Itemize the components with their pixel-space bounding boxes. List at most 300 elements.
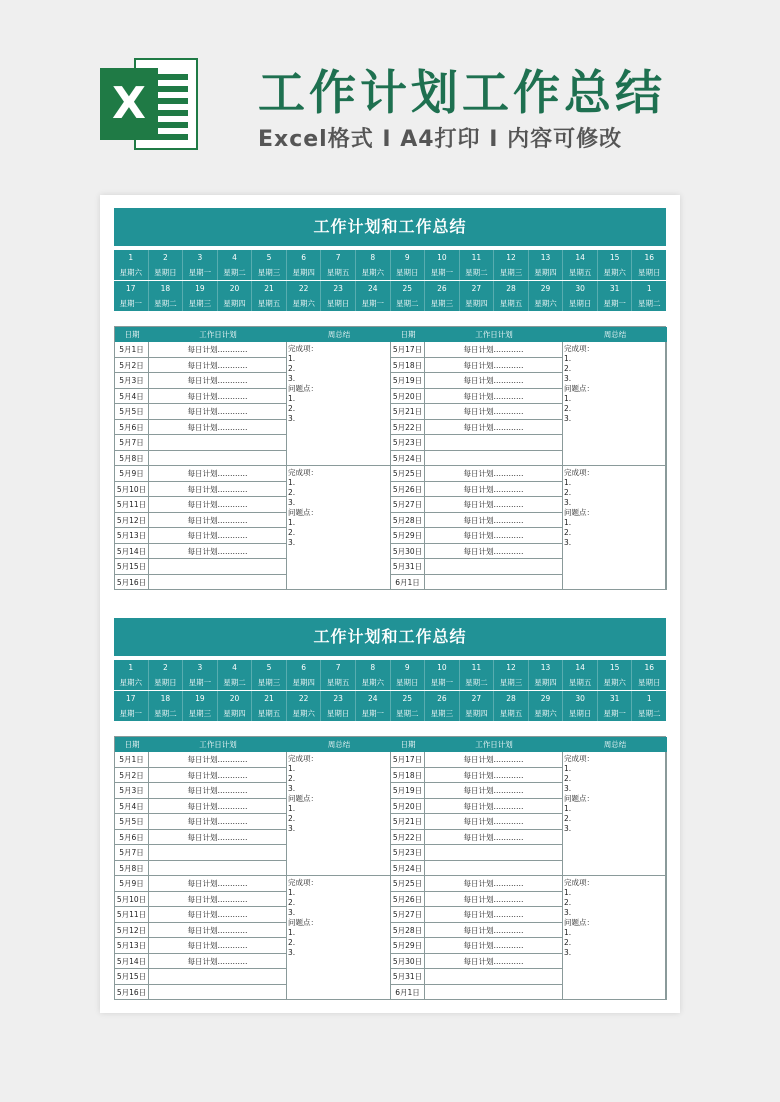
weekly-summary-cell[interactable] (563, 466, 667, 590)
calendar-date: 4 (218, 250, 253, 265)
page-subtitle: Excel格式 Ⅰ A4打印 Ⅰ 内容可修改 (258, 127, 623, 152)
summary-line: 2. (564, 404, 572, 413)
date-cell: 5月3日 (115, 783, 149, 799)
date-cell: 5月2日 (115, 768, 149, 784)
calendar-date: 17 (114, 691, 149, 706)
calendar-weekday: 星期五 (321, 675, 356, 690)
summary-line: 问题点： (288, 508, 318, 517)
calendar-weekday: 星期五 (563, 675, 598, 690)
plan-table (114, 326, 666, 590)
calendar-weekday: 星期一 (356, 296, 391, 311)
daily-plan-cell[interactable] (425, 559, 563, 575)
daily-plan-cell[interactable]: 每日计划………… (425, 420, 563, 436)
calendar-date: 1 (114, 660, 149, 675)
summary-line: 1. (564, 518, 572, 527)
date-cell: 5月12日 (115, 923, 149, 939)
summary-line: 问题点： (564, 384, 594, 393)
column-header-plan: 工作日计划 (425, 737, 563, 752)
date-cell: 5月23日 (391, 435, 425, 451)
date-cell: 5月31日 (391, 559, 425, 575)
daily-plan-cell[interactable]: 每日计划………… (425, 830, 563, 846)
calendar-weekday: 星期二 (149, 296, 184, 311)
calendar-date: 15 (598, 250, 633, 265)
calendar-date: 5 (252, 250, 287, 265)
calendar-date: 14 (563, 660, 598, 675)
calendar-date: 21 (252, 691, 287, 706)
weekly-summary-cell[interactable] (563, 876, 667, 1000)
daily-plan-cell[interactable] (149, 451, 287, 467)
date-cell: 5月15日 (115, 559, 149, 575)
daily-plan-cell[interactable]: 每日计划………… (425, 497, 563, 513)
daily-plan-cell[interactable]: 每日计划………… (149, 876, 287, 892)
calendar-date: 26 (425, 691, 460, 706)
daily-plan-cell[interactable] (425, 985, 563, 1001)
date-cell: 5月1日 (115, 342, 149, 358)
date-cell: 5月9日 (115, 466, 149, 482)
calendar-date: 29 (529, 691, 564, 706)
daily-plan-cell[interactable] (149, 969, 287, 985)
weekly-summary-cell[interactable] (287, 342, 391, 466)
date-cell: 5月18日 (391, 358, 425, 374)
summary-line: 1. (564, 478, 572, 487)
column-header-summary: 周总结 (563, 327, 667, 342)
summary-line: 3. (564, 374, 572, 383)
calendar-date: 23 (321, 691, 356, 706)
document-paper (100, 195, 680, 1013)
summary-line: 1. (288, 764, 296, 773)
date-cell: 5月6日 (115, 830, 149, 846)
daily-plan-cell[interactable]: 每日计划………… (425, 482, 563, 498)
calendar-row (114, 281, 666, 296)
summary-line: 1. (564, 394, 572, 403)
calendar-weekday: 星期六 (114, 675, 149, 690)
summary-line: 1. (564, 804, 572, 813)
daily-plan-cell[interactable]: 每日计划………… (425, 544, 563, 560)
column-header-plan: 工作日计划 (149, 737, 287, 752)
calendar-date: 22 (287, 281, 322, 296)
calendar-weekday: 星期三 (494, 265, 529, 280)
daily-plan-cell[interactable]: 每日计划………… (149, 404, 287, 420)
calendar-date: 18 (149, 281, 184, 296)
calendar-weekday: 星期日 (563, 296, 598, 311)
date-cell: 5月29日 (391, 528, 425, 544)
calendar-date: 2 (149, 660, 184, 675)
column-header-summary: 周总结 (563, 737, 667, 752)
calendar-weekday: 星期六 (287, 296, 322, 311)
date-cell: 5月28日 (391, 513, 425, 529)
summary-line: 问题点： (564, 794, 594, 803)
calendar-date: 3 (183, 250, 218, 265)
daily-plan-cell[interactable]: 每日计划………… (425, 466, 563, 482)
summary-line: 2. (288, 774, 296, 783)
summary-line: 3. (288, 498, 296, 507)
calendar-weekday: 星期六 (598, 675, 633, 690)
date-cell: 5月19日 (391, 783, 425, 799)
date-cell: 5月24日 (391, 451, 425, 467)
calendar-weekday: 星期六 (287, 706, 322, 721)
summary-line: 问题点： (288, 384, 318, 393)
date-cell: 5月11日 (115, 907, 149, 923)
daily-plan-cell[interactable]: 每日计划………… (149, 830, 287, 846)
summary-line: 3. (564, 824, 572, 833)
daily-plan-cell[interactable] (425, 969, 563, 985)
calendar-weekday: 星期一 (425, 265, 460, 280)
daily-plan-cell[interactable] (149, 985, 287, 1001)
summary-line: 3. (564, 414, 572, 423)
calendar-weekday: 星期四 (460, 706, 495, 721)
calendar-date: 25 (391, 281, 426, 296)
summary-line: 1. (288, 518, 296, 527)
column-header-date: 日期 (391, 327, 425, 342)
daily-plan-cell[interactable] (149, 559, 287, 575)
weekly-summary-cell[interactable] (287, 876, 391, 1000)
daily-plan-cell[interactable]: 每日计划………… (425, 938, 563, 954)
daily-plan-cell[interactable]: 每日计划………… (149, 497, 287, 513)
calendar-date: 9 (391, 660, 426, 675)
calendar-weekday: 星期五 (494, 296, 529, 311)
calendar-row (114, 660, 666, 675)
daily-plan-cell[interactable]: 每日计划………… (425, 783, 563, 799)
summary-line: 1. (564, 354, 572, 363)
summary-line: 2. (288, 364, 296, 373)
summary-line: 2. (288, 488, 296, 497)
date-cell: 5月11日 (115, 497, 149, 513)
date-cell: 5月8日 (115, 861, 149, 877)
daily-plan-cell[interactable]: 每日计划………… (425, 814, 563, 830)
sheet-title: 工作计划和工作总结 (114, 618, 666, 656)
daily-plan-cell[interactable]: 每日计划………… (425, 768, 563, 784)
daily-plan-cell[interactable]: 每日计划………… (149, 358, 287, 374)
daily-plan-cell[interactable]: 每日计划………… (149, 954, 287, 970)
calendar-weekday: 星期三 (183, 706, 218, 721)
calendar-weekday: 星期五 (252, 706, 287, 721)
weekly-summary-cell[interactable] (287, 466, 391, 590)
calendar-weekday: 星期六 (529, 296, 564, 311)
calendar-weekday: 星期六 (356, 265, 391, 280)
calendar-date: 6 (287, 660, 322, 675)
summary-line: 2. (288, 814, 296, 823)
calendar-date: 12 (494, 250, 529, 265)
summary-line: 完成项： (288, 468, 318, 477)
daily-plan-cell[interactable]: 每日计划………… (149, 389, 287, 405)
daily-plan-cell[interactable]: 每日计划………… (149, 528, 287, 544)
calendar-date: 10 (425, 660, 460, 675)
daily-plan-cell[interactable]: 每日计划………… (149, 907, 287, 923)
summary-line: 问题点： (564, 918, 594, 927)
calendar-date: 13 (529, 250, 564, 265)
calendar-date: 1 (646, 284, 652, 293)
weekly-summary-cell[interactable] (563, 342, 667, 466)
daily-plan-cell[interactable]: 每日计划………… (425, 358, 563, 374)
daily-plan-cell[interactable]: 每日计划………… (149, 799, 287, 815)
calendar-weekday: 星期四 (460, 296, 495, 311)
calendar-weekday: 星期日 (637, 268, 661, 277)
calendar-date: 31 (598, 281, 633, 296)
calendar-weekday: 星期三 (252, 675, 287, 690)
daily-plan-cell[interactable]: 每日计划………… (149, 544, 287, 560)
calendar-weekday: 星期日 (637, 678, 661, 687)
daily-plan-cell[interactable] (425, 451, 563, 467)
calendar-weekday: 星期二 (637, 709, 661, 718)
calendar-date: 12 (494, 660, 529, 675)
column-header-date: 日期 (115, 737, 149, 752)
calendar-weekday: 星期三 (494, 675, 529, 690)
date-cell: 5月6日 (115, 420, 149, 436)
calendar-weekday: 星期二 (218, 675, 253, 690)
calendar-date: 14 (563, 250, 598, 265)
date-cell: 5月18日 (391, 768, 425, 784)
calendar-date: 22 (287, 691, 322, 706)
plan-table (114, 736, 666, 1000)
date-cell: 5月21日 (391, 814, 425, 830)
summary-line: 2. (288, 898, 296, 907)
calendar-date: 4 (218, 660, 253, 675)
daily-plan-cell[interactable] (425, 435, 563, 451)
page-title: 工作计划工作总结 (258, 66, 666, 121)
calendar-date: 2 (149, 250, 184, 265)
summary-line: 2. (564, 814, 572, 823)
daily-plan-cell[interactable]: 每日计划………… (149, 814, 287, 830)
summary-line: 问题点： (564, 508, 594, 517)
calendar-weekday: 星期四 (218, 706, 253, 721)
date-cell: 5月14日 (115, 544, 149, 560)
calendar-date: 9 (391, 250, 426, 265)
date-cell: 5月21日 (391, 404, 425, 420)
daily-plan-cell[interactable]: 每日计划………… (425, 799, 563, 815)
daily-plan-cell[interactable]: 每日计划………… (425, 373, 563, 389)
summary-line: 问题点： (288, 918, 318, 927)
summary-line: 2. (564, 938, 572, 947)
calendar-date: 10 (425, 250, 460, 265)
calendar-date: 1 (646, 694, 652, 703)
calendar-weekday: 星期五 (252, 296, 287, 311)
date-cell: 5月24日 (391, 861, 425, 877)
daily-plan-cell[interactable]: 每日计划………… (425, 342, 563, 358)
daily-plan-cell[interactable] (425, 845, 563, 861)
summary-line: 完成项： (564, 468, 594, 477)
column-header-plan: 工作日计划 (425, 327, 563, 342)
calendar-row (114, 675, 666, 690)
weekly-summary-cell[interactable] (563, 752, 667, 876)
date-cell: 5月22日 (391, 420, 425, 436)
page-header (0, 0, 780, 190)
excel-icon (100, 58, 198, 150)
calendar-date: 7 (321, 250, 356, 265)
summary-line: 1. (288, 928, 296, 937)
daily-plan-cell[interactable]: 每日计划………… (149, 783, 287, 799)
summary-line: 1. (288, 888, 296, 897)
date-cell: 5月30日 (391, 954, 425, 970)
daily-plan-cell[interactable]: 每日计划………… (149, 420, 287, 436)
daily-plan-cell[interactable]: 每日计划………… (149, 938, 287, 954)
calendar-date: 13 (529, 660, 564, 675)
calendar-date: 18 (149, 691, 184, 706)
date-cell: 5月5日 (115, 814, 149, 830)
summary-line: 3. (564, 498, 572, 507)
calendar-weekday: 星期二 (391, 706, 426, 721)
summary-line: 完成项： (564, 754, 594, 763)
calendar-weekday: 星期二 (637, 299, 661, 308)
calendar-weekday: 星期二 (218, 265, 253, 280)
summary-line: 1. (564, 764, 572, 773)
date-cell: 5月25日 (391, 466, 425, 482)
calendar-weekday: 星期五 (321, 265, 356, 280)
summary-line: 3. (288, 374, 296, 383)
date-cell: 5月15日 (115, 969, 149, 985)
date-cell: 5月10日 (115, 892, 149, 908)
calendar-weekday: 星期二 (149, 706, 184, 721)
calendar-weekday: 星期一 (598, 706, 633, 721)
calendar-date: 21 (252, 281, 287, 296)
calendar-date: 15 (598, 660, 633, 675)
summary-line: 2. (564, 488, 572, 497)
summary-line: 1. (564, 888, 572, 897)
summary-line: 2. (288, 404, 296, 413)
calendar-date: 7 (321, 660, 356, 675)
summary-line: 3. (564, 784, 572, 793)
daily-plan-cell[interactable] (149, 845, 287, 861)
date-cell: 5月13日 (115, 528, 149, 544)
date-cell: 5月16日 (115, 575, 149, 591)
column-header-date: 日期 (391, 737, 425, 752)
calendar-weekday: 星期一 (114, 296, 149, 311)
calendar-weekday: 星期一 (183, 265, 218, 280)
daily-plan-cell[interactable]: 每日计划………… (425, 389, 563, 405)
calendar-date: 30 (563, 281, 598, 296)
summary-line: 1. (288, 394, 296, 403)
weekly-summary-cell[interactable] (287, 752, 391, 876)
calendar-weekday: 星期四 (287, 265, 322, 280)
date-cell: 5月26日 (391, 482, 425, 498)
daily-plan-cell[interactable]: 每日计划………… (425, 752, 563, 768)
calendar-date: 28 (494, 691, 529, 706)
daily-plan-cell[interactable]: 每日计划………… (425, 876, 563, 892)
calendar-weekday: 星期三 (252, 265, 287, 280)
summary-line: 2. (288, 528, 296, 537)
calendar-date: 27 (460, 691, 495, 706)
calendar-date: 11 (460, 250, 495, 265)
date-cell: 5月22日 (391, 830, 425, 846)
daily-plan-cell[interactable]: 每日计划………… (149, 342, 287, 358)
date-cell: 5月26日 (391, 892, 425, 908)
summary-line: 问题点： (288, 794, 318, 803)
calendar-date: 20 (218, 281, 253, 296)
summary-line: 完成项： (288, 344, 318, 353)
summary-line: 3. (288, 908, 296, 917)
date-cell: 5月7日 (115, 435, 149, 451)
summary-line: 2. (564, 898, 572, 907)
date-cell: 6月1日 (391, 985, 425, 1001)
summary-line: 1. (288, 478, 296, 487)
calendar-weekday: 星期四 (287, 675, 322, 690)
summary-line: 完成项： (564, 878, 594, 887)
calendar-date: 16 (644, 253, 654, 262)
calendar-weekday: 星期日 (391, 265, 426, 280)
daily-plan-cell[interactable]: 每日计划………… (149, 768, 287, 784)
calendar-date: 25 (391, 691, 426, 706)
calendar-weekday: 星期六 (114, 265, 149, 280)
calendar-weekday: 星期六 (598, 265, 633, 280)
calendar-date: 16 (644, 663, 654, 672)
daily-plan-cell[interactable]: 每日计划………… (425, 923, 563, 939)
daily-plan-cell[interactable]: 每日计划………… (149, 482, 287, 498)
summary-line: 2. (564, 364, 572, 373)
date-cell: 5月10日 (115, 482, 149, 498)
daily-plan-cell[interactable]: 每日计划………… (425, 404, 563, 420)
date-cell: 5月7日 (115, 845, 149, 861)
daily-plan-cell[interactable]: 每日计划………… (425, 954, 563, 970)
daily-plan-cell[interactable]: 每日计划………… (149, 923, 287, 939)
summary-line: 完成项： (288, 754, 318, 763)
daily-plan-cell[interactable]: 每日计划………… (149, 373, 287, 389)
calendar-weekday: 星期日 (391, 675, 426, 690)
calendar-weekday: 星期日 (321, 706, 356, 721)
daily-plan-cell[interactable] (149, 861, 287, 877)
calendar-row (114, 691, 666, 706)
calendar-weekday: 星期一 (425, 675, 460, 690)
date-cell: 5月4日 (115, 389, 149, 405)
summary-line: 3. (288, 824, 296, 833)
daily-plan-cell[interactable]: 每日计划………… (149, 752, 287, 768)
calendar-date: 8 (356, 660, 391, 675)
date-cell: 5月3日 (115, 373, 149, 389)
daily-plan-cell[interactable]: 每日计划………… (425, 528, 563, 544)
daily-plan-cell[interactable] (425, 575, 563, 591)
calendar-weekday: 星期四 (529, 265, 564, 280)
daily-plan-cell[interactable] (425, 861, 563, 877)
calendar-date: 20 (218, 691, 253, 706)
daily-plan-cell[interactable]: 每日计划………… (149, 892, 287, 908)
calendar-row (114, 250, 666, 265)
date-cell: 5月4日 (115, 799, 149, 815)
calendar-weekday: 星期日 (149, 265, 184, 280)
daily-plan-cell[interactable] (149, 435, 287, 451)
calendar-weekday: 星期一 (114, 706, 149, 721)
date-cell: 5月27日 (391, 907, 425, 923)
date-cell: 5月29日 (391, 938, 425, 954)
date-cell: 5月17日 (391, 342, 425, 358)
calendar-row (114, 296, 666, 311)
calendar-date: 3 (183, 660, 218, 675)
calendar-date: 31 (598, 691, 633, 706)
calendar-date: 5 (252, 660, 287, 675)
column-header-summary: 周总结 (287, 737, 391, 752)
column-header-plan: 工作日计划 (149, 327, 287, 342)
daily-plan-cell[interactable]: 每日计划………… (425, 907, 563, 923)
daily-plan-cell[interactable] (149, 575, 287, 591)
daily-plan-cell[interactable]: 每日计划………… (149, 466, 287, 482)
calendar-date: 17 (114, 281, 149, 296)
date-cell: 5月30日 (391, 544, 425, 560)
calendar-date: 19 (183, 691, 218, 706)
date-cell: 5月12日 (115, 513, 149, 529)
daily-plan-cell[interactable]: 每日计划………… (425, 513, 563, 529)
calendar-weekday: 星期日 (563, 706, 598, 721)
summary-line: 3. (288, 538, 296, 547)
summary-line: 3. (288, 414, 296, 423)
summary-line: 3. (564, 538, 572, 547)
date-cell: 5月5日 (115, 404, 149, 420)
date-cell: 5月23日 (391, 845, 425, 861)
date-cell: 5月2日 (115, 358, 149, 374)
daily-plan-cell[interactable]: 每日计划………… (425, 892, 563, 908)
date-cell: 5月31日 (391, 969, 425, 985)
calendar-date: 24 (356, 281, 391, 296)
calendar-weekday: 星期一 (598, 296, 633, 311)
daily-plan-cell[interactable]: 每日计划………… (149, 513, 287, 529)
calendar-row (114, 706, 666, 721)
date-cell: 5月1日 (115, 752, 149, 768)
